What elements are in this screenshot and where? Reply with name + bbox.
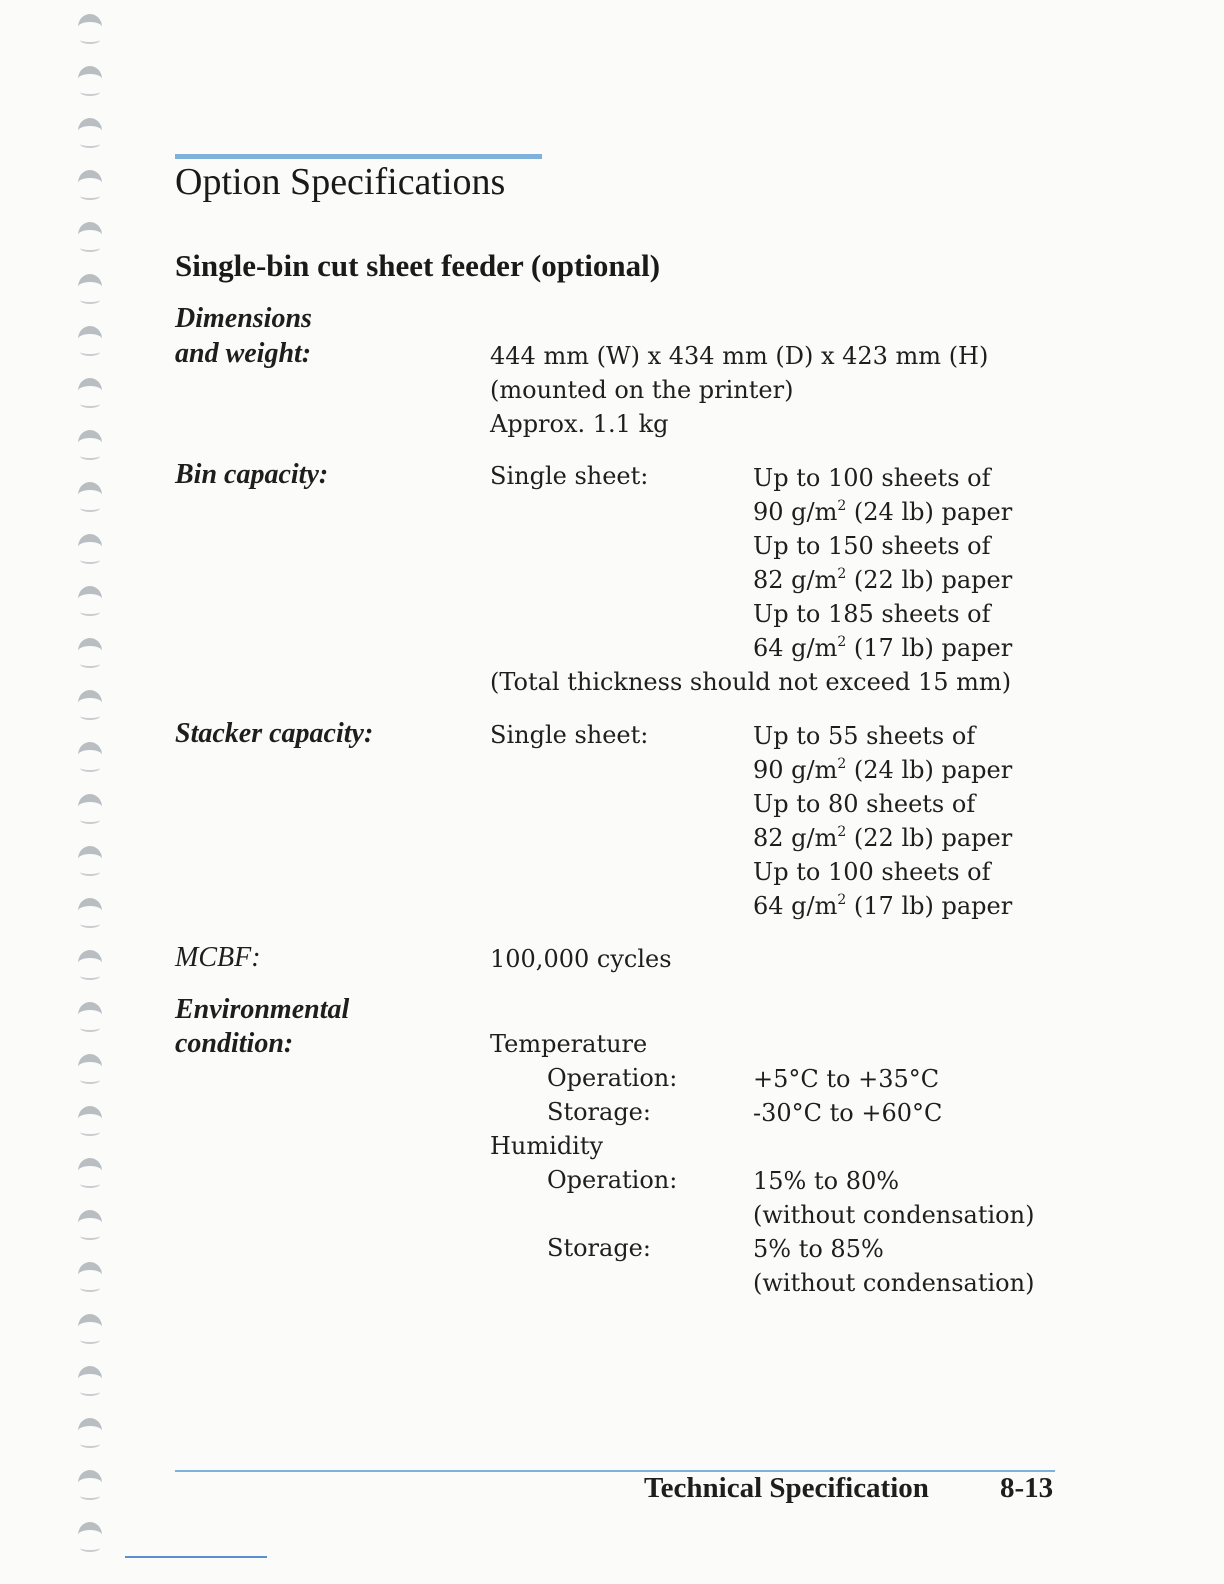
dimensions-mounting: (mounted on the printer) [490, 376, 794, 404]
mcbf-label: MCBF: [175, 942, 261, 973]
binding-ring-icon [78, 1366, 102, 1392]
binding-ring-icon [78, 950, 102, 976]
bin-entry-sheets: Up to 185 sheets of [753, 600, 991, 628]
footer-page-number: 8-13 [1000, 1472, 1054, 1504]
stacker-entry-paper: 64 $g/m^2$ (17 lb) paper [753, 892, 1013, 920]
environment-label-line1: Environmental [175, 994, 350, 1025]
bin-capacity-label: Bin capacity: [175, 459, 329, 490]
bin-entry-paper: 90 $g/m^2$ (24 lb) paper [753, 498, 1013, 526]
binding-ring-icon [78, 1522, 102, 1548]
page-title: Option Specifications [175, 161, 506, 203]
binding-ring-icon [78, 170, 102, 196]
bin-entry-paper: 64 $g/m^2$ (17 lb) paper [753, 634, 1013, 662]
binding-ring-icon [78, 1262, 102, 1288]
temp-storage-label: Storage: [547, 1098, 651, 1126]
binding-ring-icon [78, 1418, 102, 1444]
binding-ring-icon [78, 326, 102, 352]
binding-ring-icon [78, 586, 102, 612]
stacker-entry-paper: 82 $g/m^2$ (22 lb) paper [753, 824, 1013, 852]
binding-ring-icon [78, 1106, 102, 1132]
dimensions-size: 444 mm (W) x 434 mm (D) x 423 mm (H) [490, 342, 989, 370]
bin-single-sheet-label: Single sheet: [490, 462, 649, 490]
binding-ring-icon [78, 66, 102, 92]
bin-entry-paper: 82 $g/m^2$ (22 lb) paper [753, 566, 1013, 594]
binding-ring-icon [78, 638, 102, 664]
binding-ring-icon [78, 1314, 102, 1340]
binding-ring-icon [78, 794, 102, 820]
binding-ring-icon [78, 690, 102, 716]
binding-ring-icon [78, 1002, 102, 1028]
binding-ring-icon [78, 846, 102, 872]
hum-storage-label: Storage: [547, 1234, 651, 1262]
mcbf-value: 100,000 cycles [490, 945, 672, 973]
temp-operation-value: +5°C to +35°C [753, 1065, 940, 1093]
binding-ring-icon [78, 1054, 102, 1080]
binding-ring-icon [78, 482, 102, 508]
dimensions-label-line2: and weight: [175, 338, 312, 369]
binding-ring-icon [78, 1158, 102, 1184]
bottom-edge-mark [125, 1556, 267, 1558]
binding-ring-icon [78, 378, 102, 404]
temp-storage-value: -30°C to +60°C [753, 1099, 943, 1127]
hum-storage-note: (without condensation) [753, 1269, 1035, 1297]
stacker-entry-sheets: Up to 55 sheets of [753, 722, 976, 750]
binding-ring-icon [78, 222, 102, 248]
binding-ring-icon [78, 1210, 102, 1236]
binding-ring-icon [78, 898, 102, 924]
bin-thickness-note: (Total thickness should not exceed 15 mm) [490, 668, 1012, 696]
stacker-entry-paper: 90 $g/m^2$ (24 lb) paper [753, 756, 1013, 784]
bin-entry-sheets: Up to 100 sheets of [753, 464, 991, 492]
footer-chapter: Technical Specification [644, 1472, 929, 1504]
hum-storage-value: 5% to 85% [753, 1235, 884, 1263]
section-title: Single-bin cut sheet feeder (optional) [175, 248, 661, 283]
binding-ring-icon [78, 534, 102, 560]
humidity-label: Humidity [490, 1132, 604, 1160]
temp-operation-label: Operation: [547, 1064, 678, 1092]
hum-operation-note: (without condensation) [753, 1201, 1035, 1229]
hum-operation-value: 15% to 80% [753, 1167, 900, 1195]
binding-ring-icon [78, 1470, 102, 1496]
stacker-capacity-label: Stacker capacity: [175, 718, 374, 749]
binding-ring-icon [78, 742, 102, 768]
dimensions-label-line1: Dimensions [175, 303, 312, 334]
spiral-binding [74, 0, 114, 1584]
binding-ring-icon [78, 274, 102, 300]
binding-ring-icon [78, 430, 102, 456]
temperature-label: Temperature [490, 1030, 648, 1058]
hum-operation-label: Operation: [547, 1166, 678, 1194]
bin-entry-sheets: Up to 150 sheets of [753, 532, 991, 560]
stacker-entry-sheets: Up to 80 sheets of [753, 790, 976, 818]
environment-label-line2: condition: [175, 1028, 294, 1059]
binding-ring-icon [78, 118, 102, 144]
binding-ring-icon [78, 14, 102, 40]
heading-rule [175, 154, 542, 159]
stacker-entry-sheets: Up to 100 sheets of [753, 858, 991, 886]
stacker-single-sheet-label: Single sheet: [490, 721, 649, 749]
dimensions-weight: Approx. 1.1 kg [490, 410, 669, 438]
